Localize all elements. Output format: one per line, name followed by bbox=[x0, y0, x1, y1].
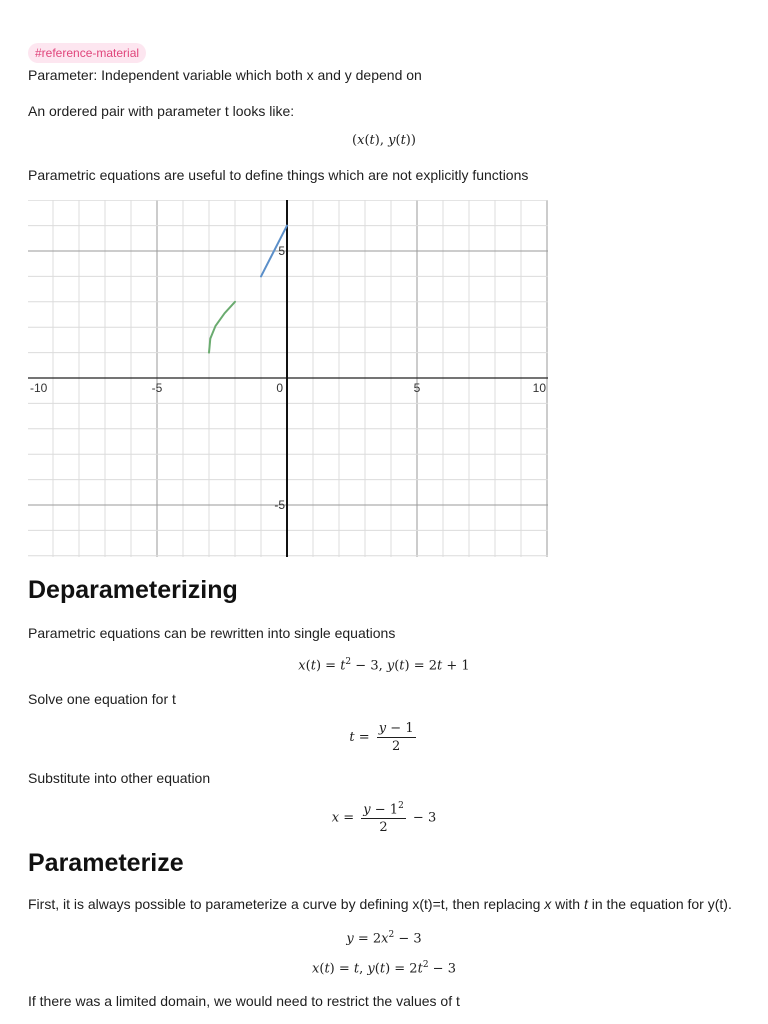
deparam-text-1: Parametric equations can be rewritten into single equations bbox=[28, 625, 396, 641]
ordered-pair-text: An ordered pair with parameter t looks like: bbox=[28, 103, 295, 119]
parameterize-text-2: If there was a limited domain, we would need to restrict the values of t bbox=[28, 993, 460, 1009]
x-tick-label: -5 bbox=[151, 381, 163, 395]
y-tick-label: -5 bbox=[274, 498, 285, 512]
y-tick-label: 5 bbox=[278, 244, 285, 258]
heading-parameterize: Parameterize bbox=[28, 849, 184, 877]
ordered-pair-equation: (x(t), y(t)) bbox=[352, 133, 416, 148]
parameterize-text-1: First, it is always possible to parameterize a curve by defining x(t)=t, then replacing x with t in the equation for y(t). bbox=[28, 896, 732, 912]
x-tick-label: 5 bbox=[413, 381, 421, 395]
graph-curves bbox=[209, 226, 287, 353]
parameterize-equation-2: x(t) = t, $y(t) = 2t^2 - 3$ bbox=[312, 960, 456, 977]
parameterize-equation-1: $y = 2x^2 - 3$ bbox=[346, 930, 422, 947]
deparam-text-3: Substitute into other equation bbox=[28, 770, 211, 786]
x-tick-label: 10 bbox=[532, 381, 546, 395]
graph-axes bbox=[28, 200, 548, 557]
deparam-equation-3: x = $\frac{y - 1^2}{2}$ − 3 bbox=[331, 801, 437, 836]
deparam-equation-1: $x(t) = t^2 - 3$, y(t) = 2t + 1 bbox=[298, 657, 470, 674]
heading-deparameterizing: Deparameterizing bbox=[28, 576, 238, 604]
parameter-definition: Parameter: Independent variable which both x and y depend on bbox=[28, 67, 422, 83]
x-tick-label: -10 bbox=[30, 381, 48, 395]
x-tick-label: 0 bbox=[276, 381, 283, 395]
deparam-text-2: Solve one equation for t bbox=[28, 691, 176, 707]
parametric-graph[interactable] bbox=[28, 200, 548, 557]
deparam-equation-2: t = $\frac{y - 1}{2}$ bbox=[349, 721, 414, 754]
tag-reference-material[interactable]: #reference-material bbox=[28, 43, 146, 63]
parametric-usefulness-text: Parametric equations are useful to define things which are not explicitly functions bbox=[28, 167, 529, 183]
